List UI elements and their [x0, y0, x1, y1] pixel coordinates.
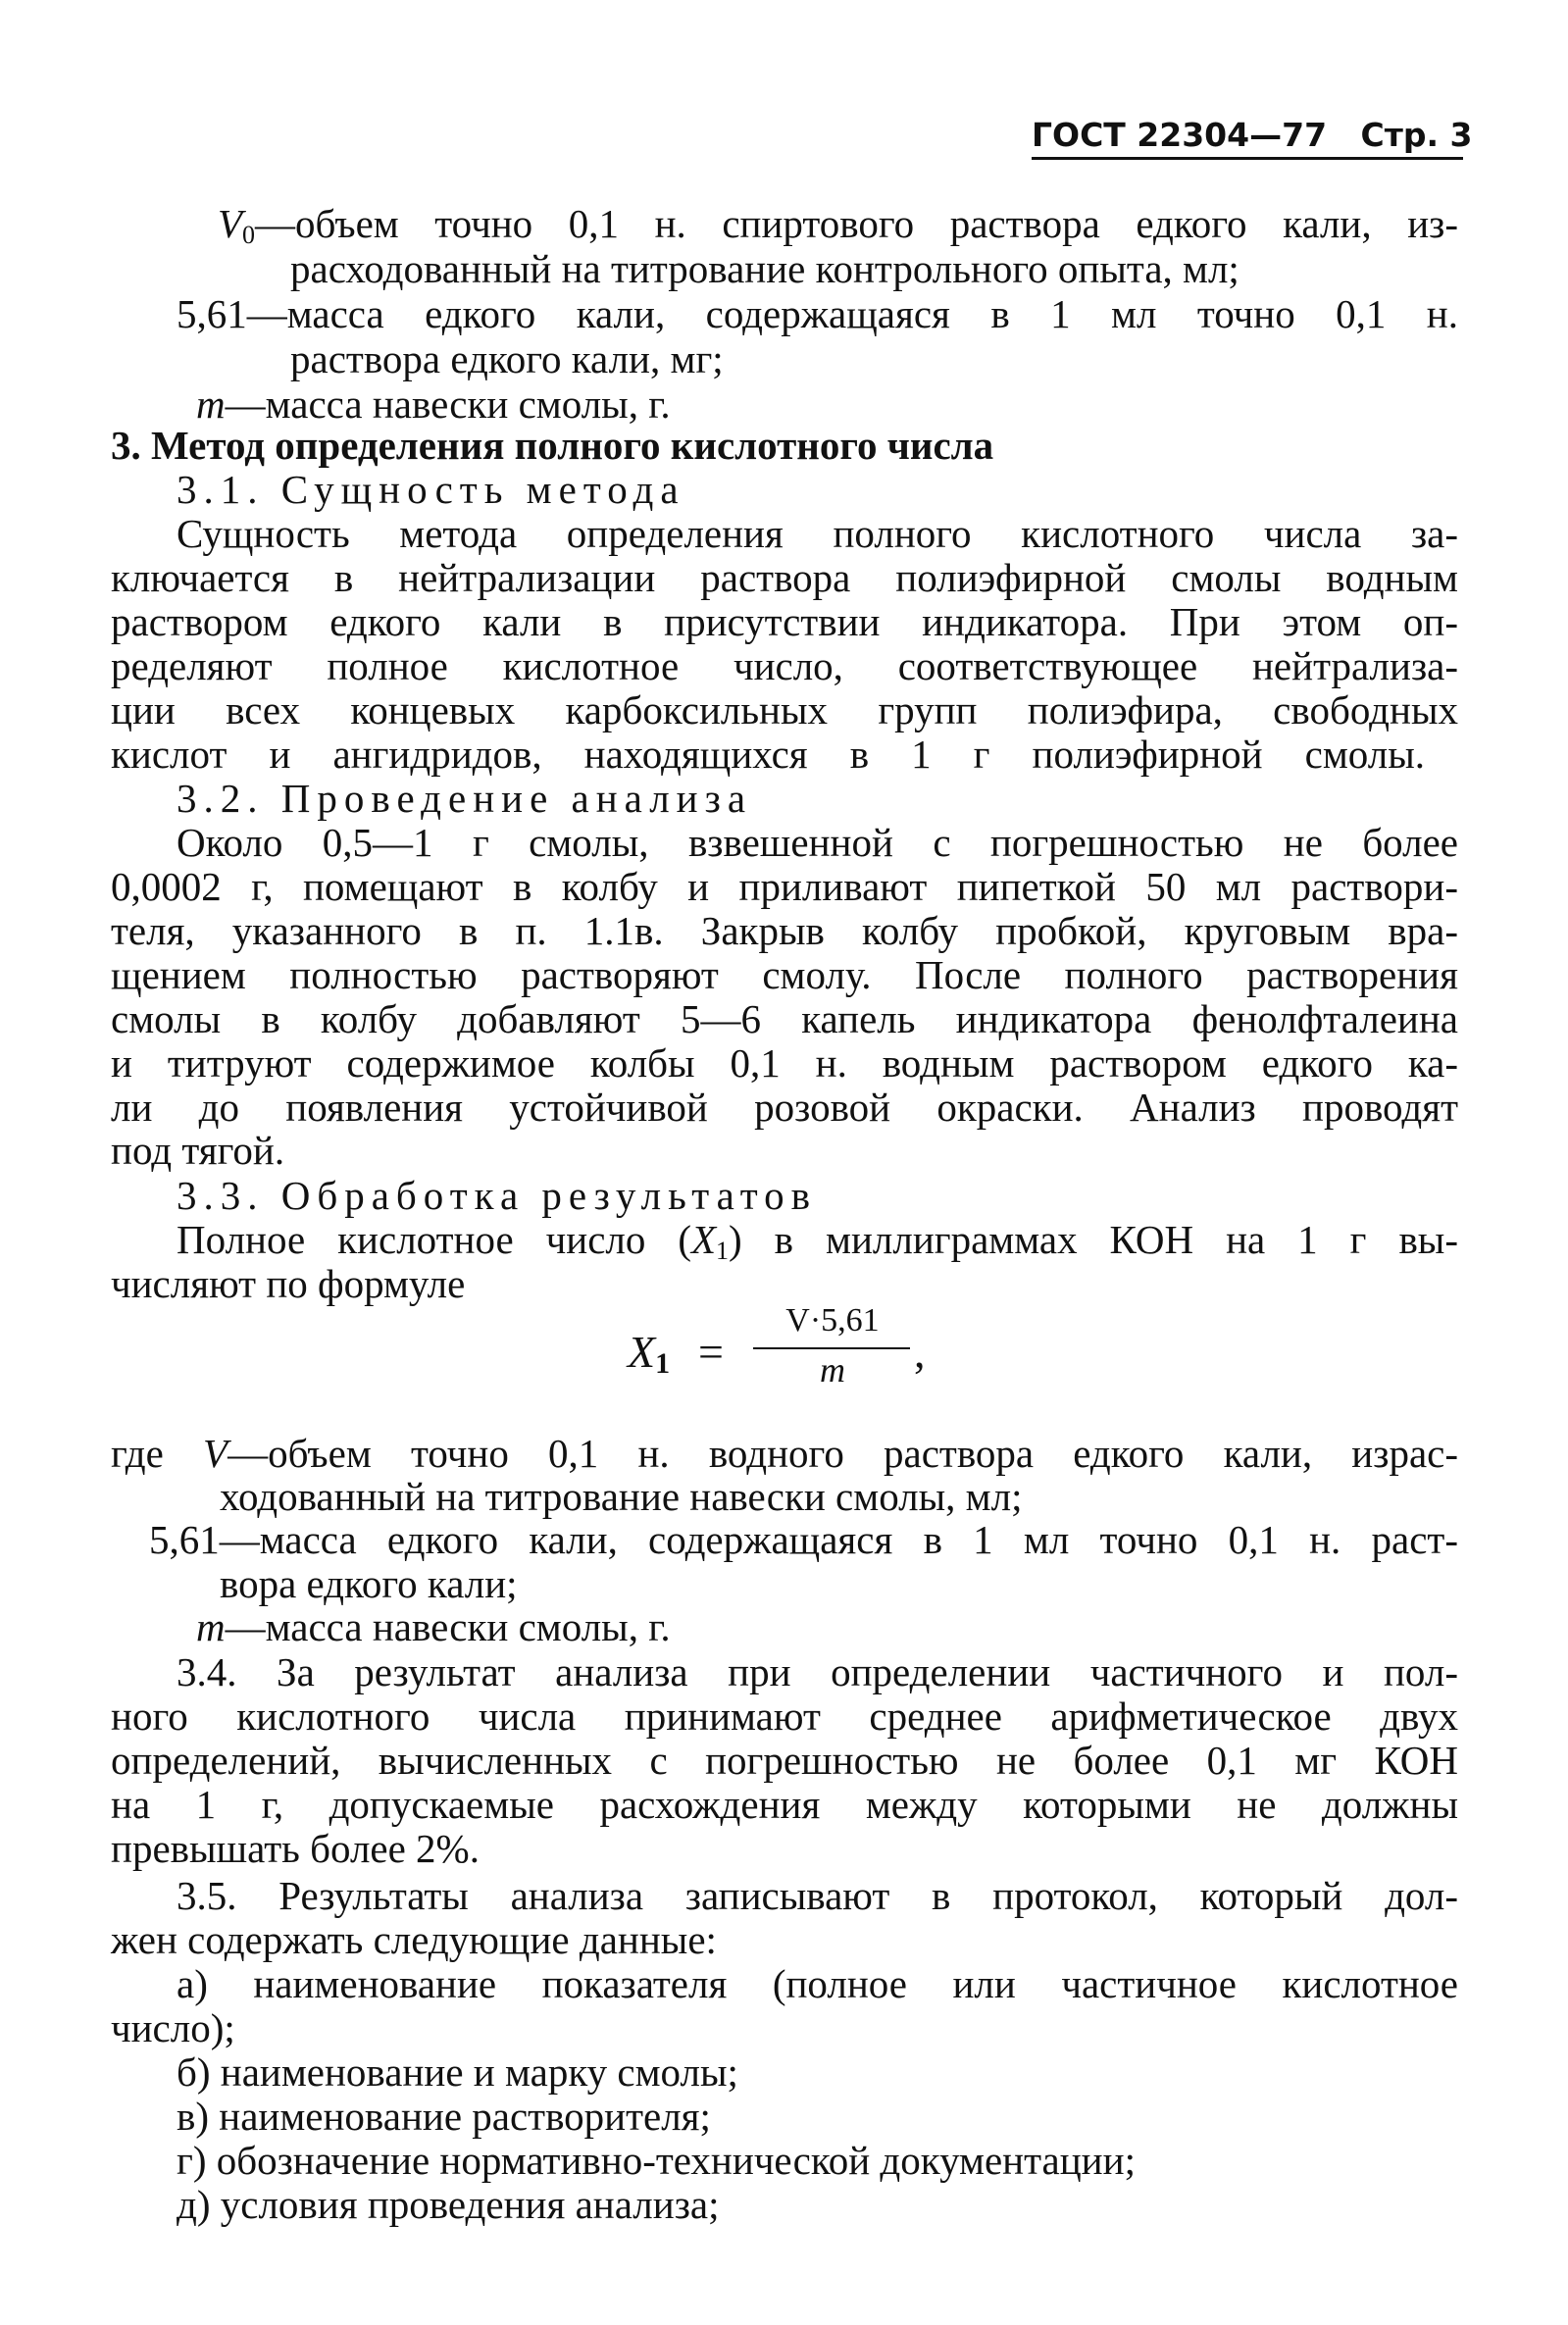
sub35-line-2: жен содержать следующие данные: [111, 1917, 717, 1962]
formula-lhs: $X_1$ [628, 1327, 671, 1380]
sub35-line-1: 3.5. Результаты анализа записывают в протокол, который дол- [177, 1873, 1458, 1918]
v0-definition-line-2: расходованный на титрование контрольного опыта, мл; [290, 246, 1239, 291]
list-item-d: д) условия проведения анализа; [177, 2182, 720, 2227]
sub32-line-5: смолы в колбу добавляют 5—6 капель индикатора фенолфталеина [111, 996, 1458, 1041]
subsection-3-3-heading: 3.3. Обработка результатов [177, 1173, 818, 1218]
sub33-line-1: Полное кислотное число $(X_1)$ в миллиграммах КОН на 1 г вы- [177, 1217, 1459, 1265]
koh-mass-definition-line-2: раствора едкого кали, мг; [290, 336, 724, 381]
list-item-a-line-1: а) наименование показателя (полное или частичное кислотное [177, 1961, 1458, 2006]
koh-mass-definition-2-line-1: 5,61—масса едкого кали, содержащаяся в 1 мл точно 0,1 н. раст- [149, 1517, 1458, 1562]
sub32-line-1: Около 0,5—1 г смолы, взвешенной с погрешностью не более [177, 820, 1458, 865]
sub34-line-1: 3.4. За результат анализа при определении частичного и пол- [177, 1649, 1458, 1694]
sub32-line-7: ли до появления устойчивой розовой окраски. Анализ проводят [111, 1085, 1458, 1130]
v-definition-line-2: ходованный на титрование навески смолы, мл; [220, 1474, 1023, 1519]
page-header [1032, 114, 1473, 160]
x1-symbol: X [691, 1217, 717, 1262]
sub34-line-3: определений, вычисленных с погрешностью не более 0,1 мг КОН [111, 1738, 1458, 1783]
m-symbol: m [196, 381, 226, 427]
formula-comma: , [914, 1327, 926, 1377]
sample-mass-definition: m—масса навески смолы, г. [196, 381, 671, 427]
sub32-line-8: под тягой. [111, 1128, 285, 1173]
list-item-v: в) наименование растворителя; [177, 2094, 711, 2139]
sub31-line-5: ции всех концевых карбоксильных групп полиэфира, свободных [111, 687, 1458, 733]
sub32-line-3: теля, указанного в п. 1.1в. Закрыв колбу пробкой, круговым вра- [111, 908, 1458, 953]
v0-definition-line-1: $V_0—объем$ точно 0,1 н. спиртового раствора едкого кали, из- [218, 201, 1458, 249]
formula-equals: = [698, 1327, 724, 1377]
sample-mass-definition-2: m—масса навески смолы, г. [196, 1604, 671, 1649]
koh-mass-definition-line-1: 5,61—масса едкого кали, содержащаяся в 1 мл точно 0,1 н. [177, 291, 1458, 336]
sub32-line-4: щением полностью растворяют смолу. После полного растворения [111, 952, 1458, 997]
section-3-title: 3. Метод определения полного кислотного числа [111, 423, 994, 468]
subsection-3-1-heading: 3.1. Сущность метода [177, 467, 685, 512]
sub34-line-4: на 1 г, допускаемые расхождения между которыми не должны [111, 1782, 1458, 1827]
page-number: Стр. 3 [1360, 116, 1473, 154]
sub32-line-2: 0,0002 г, помещают в колбу и приливают пипеткой 50 мл раствори- [111, 864, 1458, 909]
sub31-line-1: Сущность метода определения полного кислотного числа за- [177, 511, 1458, 556]
list-item-a-line-2: число); [111, 2005, 235, 2050]
sub31-line-6: кислот и ангидридов, находящихся в 1 г полиэфирной смолы. [111, 732, 1425, 777]
sub31-line-4: ределяют полное кислотное число, соответствующее нейтрализа- [111, 643, 1458, 688]
list-item-g: г) обозначение нормативно-технической документации; [177, 2138, 1136, 2183]
formula-numerator: V·5,61 [785, 1302, 880, 1339]
v0-symbol: V [218, 201, 243, 246]
list-item-b: б) наименование и марку смолы; [177, 2049, 738, 2095]
formula-denominator: m [820, 1350, 845, 1390]
sub32-line-6: и титруют содержимое колбы 0,1 н. водным раствором едкого ка- [111, 1040, 1458, 1086]
v-definition-line-1: где V—объем точно 0,1 н. водного раствора едкого кали, израс- [111, 1431, 1458, 1476]
sub31-line-3: раствором едкого кали в присутствии индикатора. При этом оп- [111, 599, 1458, 644]
sub34-line-5: превышать более 2%. [111, 1826, 480, 1871]
sub33-line-2: числяют по формуле [111, 1261, 466, 1306]
sub34-line-2: ного кислотного числа принимают среднее арифметическое двух [111, 1693, 1458, 1739]
sub31-line-2: ключается в нейтрализации раствора полиэфирной смолы водным [111, 555, 1458, 600]
standard-number: ГОСТ 22304—77 [1032, 116, 1328, 154]
subsection-3-2-heading: 3.2. Проведение анализа [177, 776, 753, 821]
v0-subscript: 0 [242, 221, 256, 249]
v-symbol: V [203, 1431, 228, 1476]
koh-mass-definition-2-line-2: вора едкого кали; [220, 1561, 518, 1606]
acid-number-formula [628, 1304, 961, 1402]
m-symbol-2: m [196, 1604, 226, 1649]
